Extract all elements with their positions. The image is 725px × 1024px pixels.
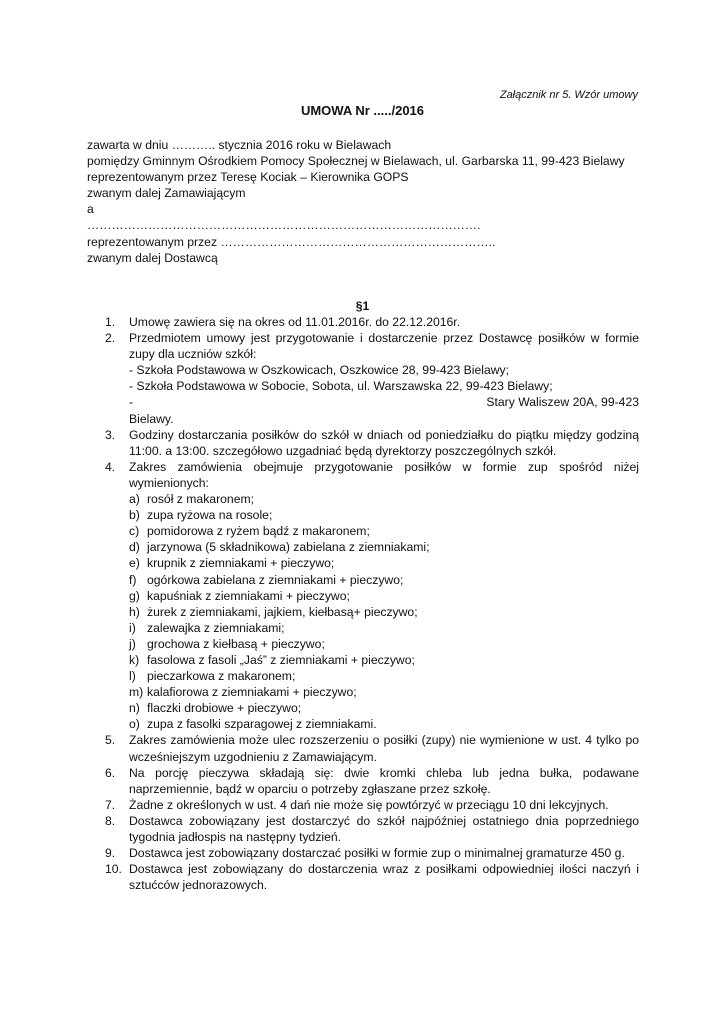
soup-letter: k) (129, 652, 140, 667)
document-title: UMOWA Nr ...../2016 (300, 103, 425, 118)
soup-item (129, 652, 639, 668)
soup-item (129, 700, 639, 716)
soup-item (129, 491, 639, 507)
clause-text: Zakres zamówienia obejmuje przygotowanie posiłków w formie zup spośród niżej wymienionych: (129, 459, 639, 490)
soup-text: zupa ryżowa na rosole; (147, 508, 273, 523)
clause-item (87, 314, 639, 330)
soup-text: jarzynowa (5 składnikowa) zabielana z ziemniakami; (147, 540, 430, 555)
clause-item (87, 427, 639, 459)
soup-item (129, 588, 639, 604)
soup-text: pieczarkowa z makaronem; (147, 669, 296, 684)
clause-item (87, 861, 639, 893)
soup-letter: l) (129, 669, 136, 684)
clause-text: Umowę zawiera się na okres od 11.01.2016r. do 22.12.2016r. (129, 315, 461, 329)
school-line: - Szkoła Podstawowa w Sobocie, Sobota, ul. Warszawska 22, 99-423 Bielawy; (129, 379, 553, 394)
annex-label: Załącznik nr 5. Wzór umowy (499, 89, 638, 101)
soup-text: grochowa z kiełbasą + pieczywo; (147, 636, 325, 651)
soup-text: kapuśniak z ziemniakami + pieczywo; (147, 588, 350, 603)
clause-number: 5. (105, 733, 116, 748)
clause-item (87, 330, 639, 427)
soup-item (129, 716, 639, 732)
contract-header (87, 137, 647, 266)
soup-letter: f) (129, 572, 137, 587)
school-address: Stary Waliszew 20A, 99-423 (486, 395, 639, 410)
soup-text: fasolowa z fasoli „Jaś” z ziemniakami + pieczywo; (147, 652, 415, 667)
clause-text: Dostawca jest zobowiązany dostarczać posiłki w formie zup o minimalnej gramaturze 450 g. (129, 846, 625, 861)
clause-text: Na porcję pieczywa składają się: dwie kromki chleba lub jedna bułka, podawane naprzemiennie, bądź w oparciu o potrzeby zgłaszane przez szkołę. (129, 765, 639, 796)
clause-number: 9. (105, 846, 116, 861)
clause-number: 10. (105, 862, 122, 877)
clause-text: Godziny dostarczania posiłków do szkół w dniach od poniedziałku do piątku między godziną 11:00. a 13:00. szczegółowo uzgadniać będą dyrektorzy poszczególnych szkół. (129, 427, 639, 458)
soup-item (129, 539, 639, 555)
soup-letter: b) (129, 508, 140, 523)
soup-item (129, 507, 639, 523)
soup-item (129, 604, 639, 620)
clause-text: Dostawca zobowiązany jest dostarczyć do szkół najpóźniej ostatniego dnia poprzedniego tygodnia jadłospis na następny tydzień. (129, 813, 639, 844)
clause-number: 6. (105, 765, 116, 780)
soup-text: żurek z ziemniakami, jajkiem, kiełbasą+ pieczywo; (147, 604, 418, 619)
clause-item (87, 813, 639, 845)
header-party1-line: pomiędzy Gminnym Ośrodkiem Pomocy Społecznej w Bielawach, ul. Garbarska 11, 99-423 Bielawy (87, 154, 625, 169)
clause-item (87, 765, 639, 797)
soup-list (129, 491, 639, 732)
clause-item (87, 459, 639, 733)
school-line-end: Bielawy. (129, 411, 174, 426)
soup-letter: h) (129, 604, 140, 619)
soup-letter: m) (129, 685, 144, 700)
soup-letter: g) (129, 588, 140, 603)
soup-text: pomidorowa z ryżem bądź z makaronem; (147, 524, 370, 539)
soup-text: kalafiorowa z ziemniakami + pieczywo; (147, 685, 357, 700)
header-supplier-blank-line: ……………………………………………………………………………………. (87, 218, 481, 233)
clause-item (87, 845, 639, 861)
clause-text: Zakres zamówienia może ulec rozszerzeniu o posiłki (zupy) nie wymienione w ust. 4 tylko po wcześniejszym uzgodnieniu z Zamawiającym. (129, 733, 639, 764)
soup-item (129, 684, 639, 700)
header-date-line: zawarta w dniu ……….. stycznia 2016 roku w Bielawach (87, 138, 392, 152)
clause-text: Żadne z określonych w ust. 4 dań nie może się powtórzyć w przeciągu 10 dni lekcyjnych. (129, 797, 609, 812)
soup-letter: i) (129, 620, 136, 635)
header-called-ordering-line: zwanym dalej Zamawiającym (87, 186, 246, 201)
soup-letter: o) (129, 717, 140, 732)
clause-item (87, 732, 639, 764)
clause-item (87, 797, 639, 813)
school-line-partial (129, 394, 639, 410)
soup-text: flaczki drobiowe + pieczywo; (147, 701, 302, 716)
clause-number: 8. (105, 813, 116, 828)
soup-letter: n) (129, 701, 140, 716)
soup-text: rosół z makaronem; (147, 492, 255, 507)
soup-item (129, 620, 639, 636)
soup-text: zalewajka z ziemniakami; (147, 620, 285, 635)
clause-number: 1. (105, 315, 116, 329)
soup-item (129, 668, 639, 684)
school-dash: - (129, 395, 134, 410)
clause-number: 2. (105, 331, 116, 346)
soup-letter: d) (129, 540, 140, 555)
header-supplier-represented-line: reprezentowanym przez ………………………………………………………….. (87, 234, 496, 249)
soup-text: krupnik z ziemniakami + pieczywo; (147, 556, 335, 571)
soup-letter: e) (129, 556, 140, 571)
soup-item (129, 636, 639, 652)
header-represented-line: reprezentowanym przez Teresę Kociak – Kierownika GOPS (87, 170, 409, 185)
header-and-line: a (87, 202, 94, 217)
clause-number: 4. (105, 459, 116, 474)
soup-text: zupa z fasolki szparagowej z ziemniakami. (147, 717, 377, 732)
school-line: - Szkoła Podstawowa w Oszkowicach, Oszkowice 28, 99-423 Bielawy; (129, 363, 510, 378)
soup-item (129, 555, 639, 571)
clause-number: 3. (105, 427, 116, 442)
clause-text: Przedmiotem umowy jest przygotowanie i dostarczenie przez Dostawcę posiłków w formie zupy dla uczniów szkół: (129, 331, 639, 362)
soup-item (129, 572, 639, 588)
soup-letter: j) (129, 636, 136, 651)
header-called-supplier-line: zwanym dalej Dostawcą (87, 250, 218, 265)
soup-letter: c) (129, 524, 140, 539)
soup-text: ogórkowa zabielana z ziemniakami + pieczywo; (147, 572, 404, 587)
clause-text: Dostawca jest zobowiązany do dostarczenia wraz z posiłkami odpowiedniej ilości naczyń i sztućców jednorazowych. (129, 862, 639, 893)
soup-item (129, 523, 639, 539)
soup-letter: a) (129, 492, 140, 507)
section-heading: §1 (355, 299, 370, 313)
clauses-list (87, 314, 639, 893)
clause-number: 7. (105, 797, 116, 812)
